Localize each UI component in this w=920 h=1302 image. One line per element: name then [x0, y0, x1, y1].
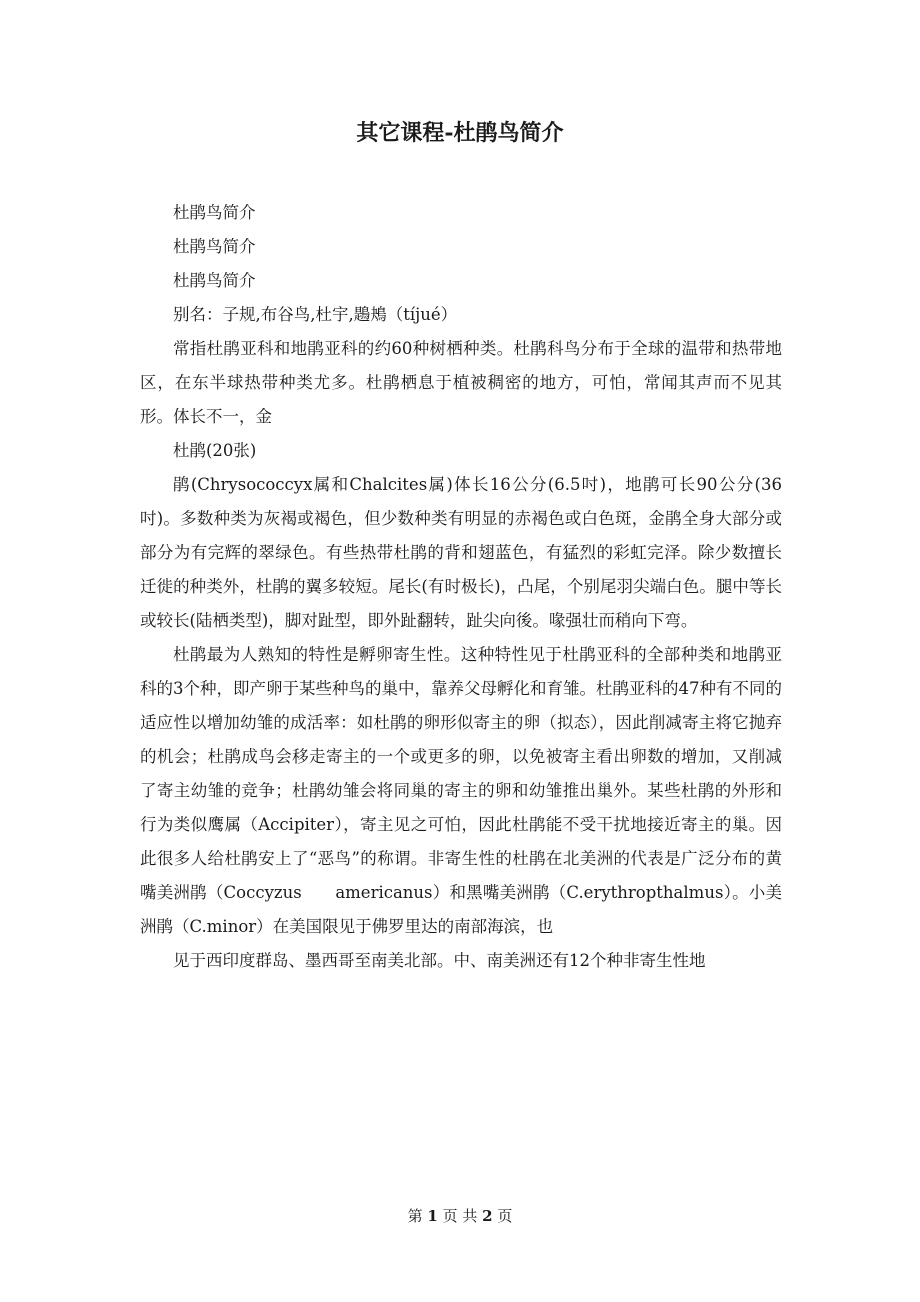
paragraph-heading-2: 杜鹃鸟简介 [173, 237, 256, 256]
footer-total-pages: 2 [482, 1207, 493, 1225]
footer-middle: 页 共 [437, 1207, 483, 1225]
footer-suffix: 页 [492, 1207, 513, 1225]
paragraph-heading-1: 杜鹃鸟简介 [173, 203, 256, 222]
paragraph-distribution: 见于西印度群岛、墨西哥至南美北部。中、南美洲还有12个种非寄生性地 [173, 951, 706, 970]
page-footer [0, 1206, 920, 1226]
paragraph-description: 鹃(Chrysococcyx属和Chalcites属)体长16公分(6.5吋)，地鹃可长90公分(36吋)。多数种类为灰褐或褐色，但少数种类有明显的赤褐色或白色斑，金鹃全身大部分或部分为有完辉的翠绿色。有些热带杜鹃的背和翅蓝色，有猛烈的彩虹完泽。除少数擅长迁徙的种类外，杜鹃的翼多较短。尾长(有时极长)，凸尾，个别尾羽尖端白色。腿中等长或较长(陆栖类型)，脚对趾型，即外趾翻转，趾尖向後。喙强壮而稍向下弯。 [140, 475, 782, 630]
paragraph-heading-3: 杜鹃鸟简介 [173, 271, 256, 290]
paragraph-aliases: 别名：子规,布谷鸟,杜宇,鶗鴂（tíjué） [173, 305, 458, 324]
paragraph-image-caption: 杜鹃(20张) [173, 441, 257, 460]
paragraph-overview: 常指杜鹃亚科和地鹃亚科的约60种树栖种类。杜鹃科鸟分布于全球的温带和热带地区，在东半球热带种类尤多。杜鹃栖息于植被稠密的地方，可怕，常闻其声而不见其形。体长不一，金 [140, 339, 782, 426]
document-title: 其它课程-杜鹃鸟简介 [356, 120, 564, 146]
paragraph-brood-parasitism: 杜鹃最为人熟知的特性是孵卵寄生性。这种特性见于杜鹃亚科的全部种类和地鹃亚科的3个种，即产卵于某些种鸟的巢中，靠养父母孵化和育雏。杜鹃亚科的47种有不同的适应性以增加幼雏的成活率：如杜鹃的卵形似寄主的卵（拟态），因此削减寄主将它抛弃的机会；杜鹃成鸟会移走寄主的一个或更多的卵，以免被寄主看出卵数的增加，又削减了寄主幼雏的竞争；杜鹃幼雏会将同巢的寄主的卵和幼雏推出巢外。某些杜鹃的外形和行为类似鹰属（Accipiter），寄主见之可怕，因此杜鹃能不受干扰地接近寄主的巢。因此很多人给杜鹃安上了“恶鸟”的称谓。非寄生性的杜鹃在北美洲的代表是广泛分布的黄嘴美洲鹃（Coccyzus americanus）和黑嘴美洲鹃（C.erythropthalmus）。小美洲鹃（C.minor）在美国限见于佛罗里达的南部海滨，也 [140, 645, 782, 936]
document-body [140, 196, 782, 978]
footer-page-number: 1 [427, 1207, 438, 1225]
footer-prefix: 第 [407, 1207, 428, 1225]
